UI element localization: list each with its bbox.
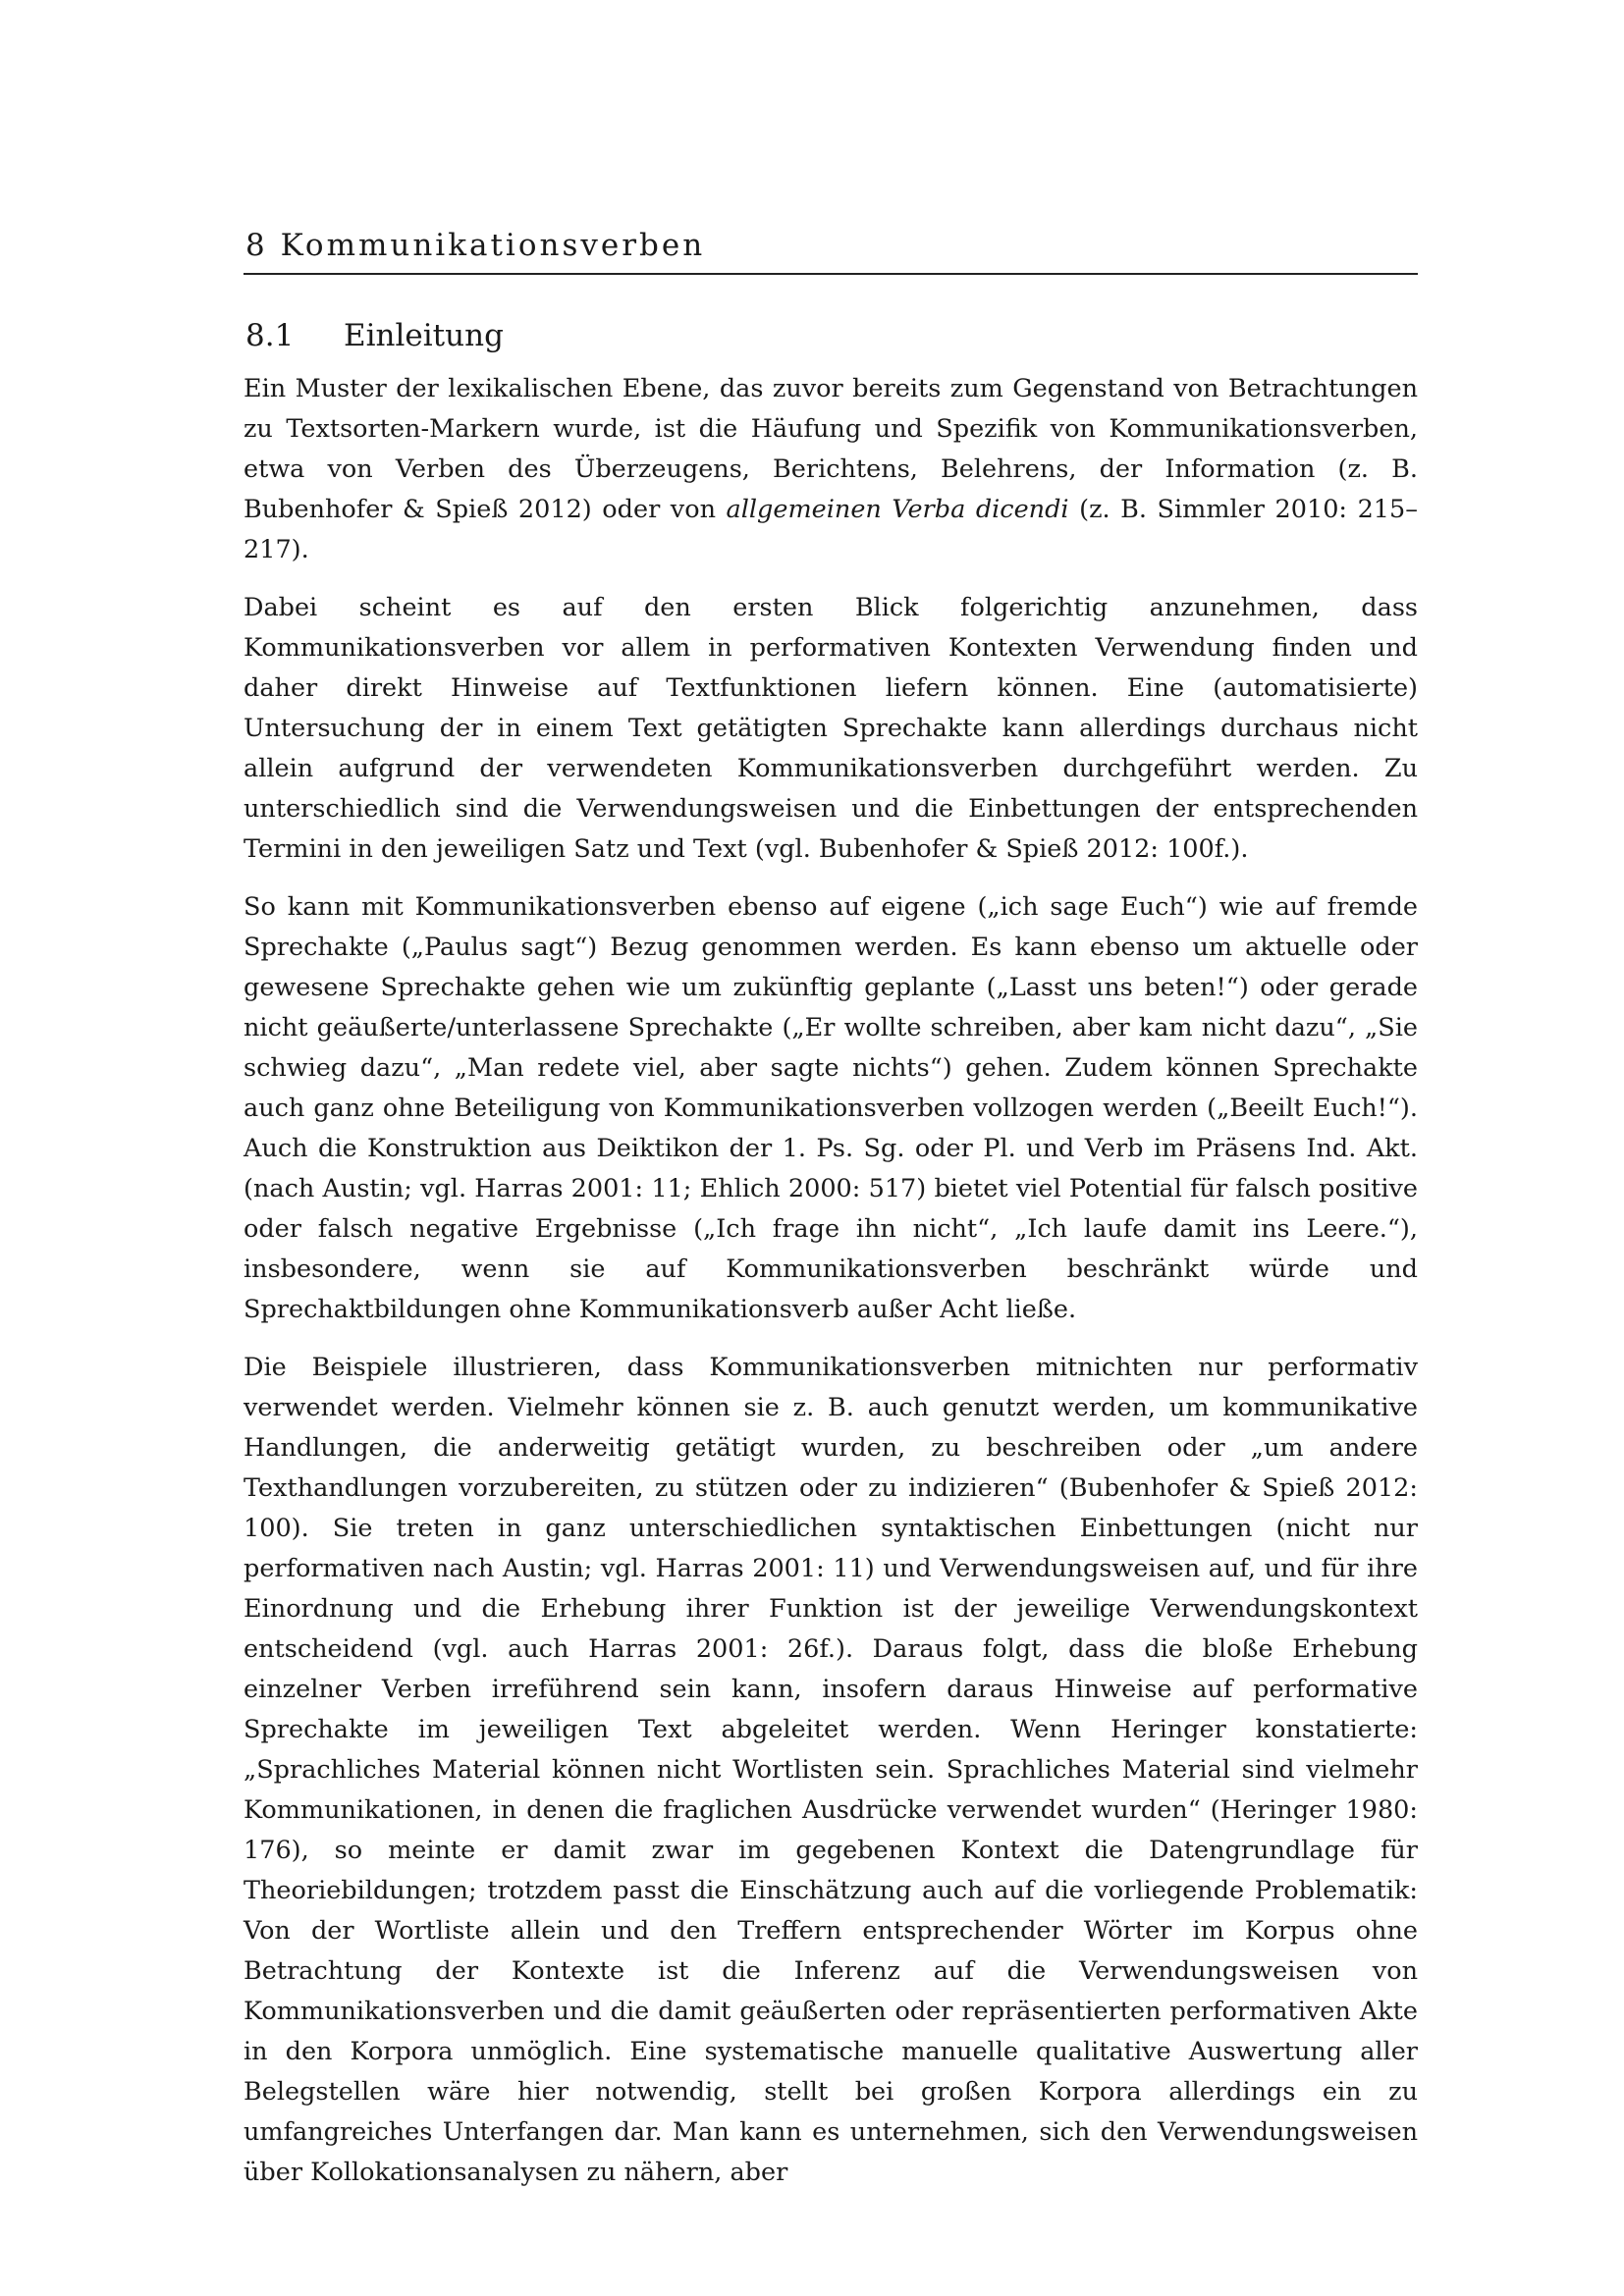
section-number: 8.1 xyxy=(245,318,295,353)
paragraph-3: So kann mit Kommunikationsverben ebenso auf eigene („ich sage Euch“) wie auf fremde Sprechakte („Paulus sagt“) Bezug genommen werden. Es kann ebenso um aktuelle oder gewesene Sprechakte gehen wie um zukünftig geplante („Lasst uns beten!“) oder gerade nicht geäußerte/unterlassene Sprechakte („Er wollte schreiben, aber kam nicht dazu“, „Sie schwieg dazu“, „Man redete viel, aber sagte nichts“) gehen. Zudem können Sprechakte auch ganz ohne Beteiligung von Kommunikationsverben vollzogen werden („Beeilt Euch!“). Auch die Konstruktion aus Deiktikon der 1. Ps. Sg. oder Pl. und Verb im Präsens Ind. Akt. (nach Austin; vgl. Harras 2001: 11; Ehlich 2000: 517) bietet viel Potential für falsch positive oder falsch negative Ergebnisse („Ich frage ihn nicht“, „Ich laufe damit ins Leere.“), insbesondere, wenn sie auf Kommunikationsverben beschränkt würde und Sprechaktbildungen ohne Kommunikationsverb außer Acht ließe. xyxy=(244,892,1418,1324)
paragraph-4: Die Beispiele illustrieren, dass Kommunikationsverben mitnichten nur performativ verwendet werden. Vielmehr können sie z. B. auch genutzt werden, um kommunikative Handlungen, die anderweitig getätigt wurden, zu beschreiben oder „um andere Texthandlungen vorzubereiten, zu stützen oder zu indizieren“ (Bubenhofer & Spieß 2012: 100). Sie treten in ganz unterschiedlichen syntaktischen Einbettungen (nicht nur performativen nach Austin; vgl. Harras 2001: 11) und Verwendungsweisen auf, und für ihre Einordnung und die Erhebung ihrer Funktion ist der jeweilige Verwendungskontext entscheidend (vgl. auch Harras 2001: 26f.). Daraus folgt, dass die bloße Erhebung einzelner Verben irreführend sein kann, insofern daraus Hinweise auf performative Sprechakte im jeweiligen Text abgeleitet werden. Wenn Heringer konstatierte: „Sprachliches Material können nicht Wortlisten sein. Sprachliches Material sind vielmehr Kommunikationen, in denen die fraglichen Ausdrücke verwendet wurden“ (Heringer 1980: 176), so meinte er damit zwar im gegebenen Kontext die Datengrundlage für Theoriebildungen; trotzdem passt die Einschätzung auch auf die vorliegende Problematik: Von der Wortliste allein und den Treffern entsprechender Wörter im Korpus ohne Betrachtung der Kontexte ist die Inferenz auf die Verwendungsweisen von Kommunikationsverben und die damit geäußerten oder repräsentierten performativen Akte in den Korpora unmöglich. Eine systematische manuelle qualitative Auswertung aller Belegstellen wäre hier notwendig, stellt bei großen Korpora allerdings ein zu umfangreiches Unterfangen dar. Man kann es unternehmen, sich den Verwendungsweisen über Kollokationsanalysen zu nähern, aber xyxy=(244,1353,1418,2187)
body-text xyxy=(244,369,1418,2193)
paragraph-2: Dabei scheint es auf den ersten Blick folgerichtig anzunehmen, dass Kommunikationsverben vor allem in performativen Kontexten Verwendung finden und daher direkt Hinweise auf Textfunktionen liefern können. Eine (automatisierte) Untersuchung der in einem Text getätigten Sprechakte kann allerdings durchaus nicht allein aufgrund der verwendeten Kommunikationsverben durchgeführt werden. Zu unterschiedlich sind die Verwendungsweisen und die Einbettungen der entsprechenden Termini in den jeweiligen Satz und Text (vgl. Bubenhofer & Spieß 2012: 100f.). xyxy=(244,593,1418,864)
paragraph-1 xyxy=(244,369,1418,570)
chapter-running-header: 8 Kommunikationsverben xyxy=(244,226,1418,275)
paragraph-1-emphasis: allgemeinen Verba dicendi xyxy=(726,495,1069,524)
paragraph-1-text-after: (z. B. Simmler 2010: 215–217). xyxy=(244,495,1418,564)
section-title: Einleitung xyxy=(344,318,504,353)
document-page xyxy=(244,226,1418,2211)
paragraph-1-text-before: Ein Muster der lexikalischen Ebene, das zuvor bereits zum Gegenstand von Betrachtungen zu Textsorten-Markern wurde, ist die Häufung und Spezifik von Kommunikationsverben, etwa von Verben des Überzeugens, Berichtens, Belehrens, der Information (z. B. Bubenhofer & Spieß 2012) oder von xyxy=(244,374,1418,524)
section-heading xyxy=(244,316,1418,355)
